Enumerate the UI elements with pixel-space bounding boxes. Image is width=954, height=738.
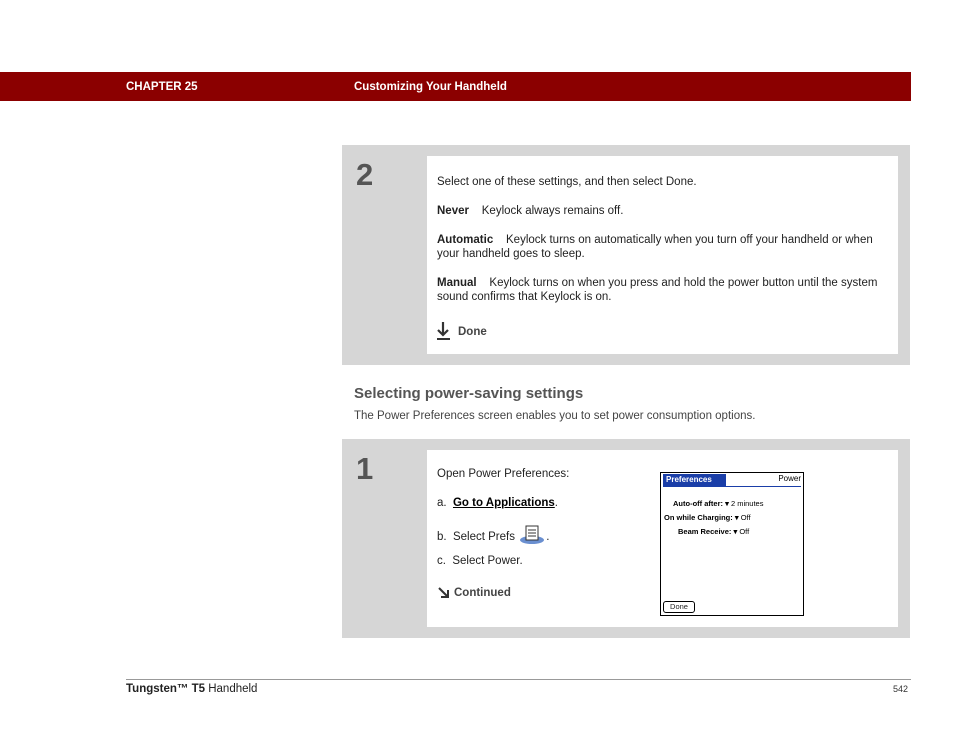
palm-setting-row xyxy=(673,499,763,508)
prefs-icon xyxy=(518,525,546,545)
substep-suffix: . xyxy=(546,531,550,543)
step-2-intro: Select one of these settings, and then select Done. xyxy=(437,176,697,188)
palm-setting-value: Off xyxy=(740,513,751,522)
step-1-box xyxy=(342,439,910,638)
substep-suffix: . xyxy=(554,497,558,509)
page-number: 542 xyxy=(893,684,909,694)
palm-setting-value: 2 minutes xyxy=(730,499,764,508)
power-preferences-screenshot xyxy=(660,472,804,616)
palm-title-tab: Preferences xyxy=(663,474,726,486)
substep-text: Select Prefs xyxy=(452,531,515,543)
palm-setting-label: Auto-off after: xyxy=(673,499,723,508)
step-number: 2 xyxy=(356,157,374,192)
substep-b xyxy=(437,525,549,545)
chapter-label: CHAPTER 25 xyxy=(126,81,198,93)
palm-panel-label: Power xyxy=(778,474,801,483)
substep-c xyxy=(437,554,523,568)
palm-setting-label: On while Charging: xyxy=(664,513,733,522)
option-term: Automatic xyxy=(437,234,494,246)
continued-label: Continued xyxy=(454,587,511,599)
option-manual xyxy=(437,276,892,304)
substep-prefix: c. xyxy=(437,555,446,567)
dropdown-arrow-icon: ▾ xyxy=(733,527,738,536)
footer-product-name: Handheld xyxy=(208,683,258,695)
palm-done-button[interactable]: Done xyxy=(663,601,695,613)
dropdown-arrow-icon: ▾ xyxy=(734,513,739,522)
go-to-applications-link[interactable]: Go to Applications xyxy=(452,497,555,509)
footer-rule xyxy=(126,679,911,680)
footer-product xyxy=(126,683,257,695)
option-term: Manual xyxy=(437,277,477,289)
done-arrow-icon xyxy=(436,321,452,341)
step-1-intro: Open Power Preferences: xyxy=(437,468,570,480)
substep-a xyxy=(437,496,558,510)
option-never xyxy=(437,204,892,218)
substep-text: Select Power. xyxy=(452,555,523,567)
substep-prefix: b. xyxy=(437,531,447,543)
continued-arrow-icon xyxy=(437,586,451,600)
palm-setting-row xyxy=(664,513,751,522)
option-term: Never xyxy=(437,205,469,217)
footer-brand: Tungsten™ T5 xyxy=(126,683,206,695)
palm-title-rule xyxy=(663,486,801,487)
step-number: 1 xyxy=(356,451,374,486)
palm-setting-row xyxy=(678,527,749,536)
section-description: The Power Preferences screen enables you to set power consumption options. xyxy=(354,410,756,422)
option-desc: Keylock always remains off. xyxy=(481,205,624,217)
option-desc: Keylock turns on when you press and hold the power button until the system sound confirms that Keylock is on. xyxy=(437,277,878,303)
dropdown-arrow-icon: ▾ xyxy=(725,499,729,508)
substep-prefix: a. xyxy=(437,497,447,509)
section-title: Selecting power-saving settings xyxy=(354,385,584,402)
done-label: Done xyxy=(458,326,487,338)
palm-setting-value: Off xyxy=(739,527,750,536)
option-desc: Keylock turns on automatically when you turn off your handheld or when your handheld goes to sleep. xyxy=(437,234,873,260)
palm-setting-label: Beam Receive: xyxy=(678,527,732,536)
chapter-title: Customizing Your Handheld xyxy=(354,81,507,93)
option-automatic xyxy=(437,233,892,261)
